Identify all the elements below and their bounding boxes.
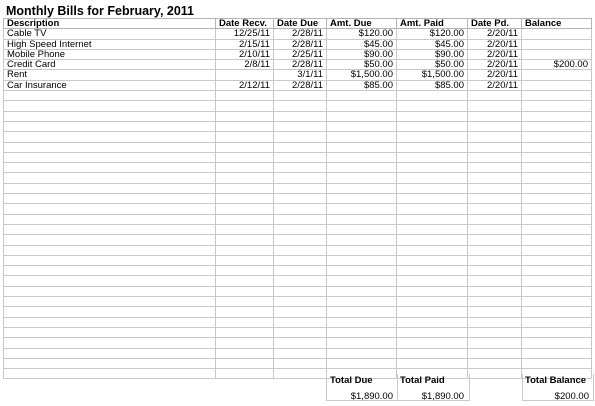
table-row <box>4 266 592 276</box>
table-row <box>4 142 592 152</box>
cell-amt-paid[interactable] <box>397 214 468 224</box>
cell-date-pd[interactable] <box>468 163 522 173</box>
cell-description[interactable] <box>4 266 216 276</box>
cell-balance[interactable] <box>522 152 592 162</box>
cell-date-pd[interactable] <box>468 266 522 276</box>
table-row <box>4 245 592 255</box>
header-row <box>4 19 592 29</box>
cell-date-due[interactable] <box>274 121 327 131</box>
cell-amt-due[interactable] <box>327 276 397 286</box>
cell-date-recv[interactable] <box>216 286 274 296</box>
cell-date-pd[interactable] <box>468 132 522 142</box>
cell-date-due[interactable] <box>274 255 327 265</box>
cell-date-due[interactable] <box>274 369 327 379</box>
cell-balance[interactable] <box>522 255 592 265</box>
cell-amt-paid[interactable] <box>397 121 468 131</box>
cell-balance[interactable] <box>522 183 592 193</box>
cell-date-due[interactable] <box>274 152 327 162</box>
cell-date-due[interactable] <box>274 214 327 224</box>
cell-date-recv[interactable]: 2/10/11 <box>216 49 274 59</box>
cell-date-due[interactable] <box>274 245 327 255</box>
cell-amt-paid[interactable] <box>397 276 468 286</box>
table-row <box>4 307 592 317</box>
cell-amt-due[interactable] <box>327 214 397 224</box>
cell-date-due[interactable] <box>274 194 327 204</box>
cell-description[interactable] <box>4 297 216 307</box>
table-row <box>4 286 592 296</box>
cell-amt-due[interactable] <box>327 255 397 265</box>
cell-amt-due[interactable] <box>327 297 397 307</box>
cell-amt-paid[interactable] <box>397 297 468 307</box>
cell-date-due[interactable]: 2/28/11 <box>274 39 327 49</box>
cell-date-recv[interactable] <box>216 338 274 348</box>
cell-date-due[interactable]: 2/25/11 <box>274 49 327 59</box>
cell-balance[interactable] <box>522 297 592 307</box>
table-row <box>4 214 592 224</box>
cell-amt-paid[interactable] <box>397 245 468 255</box>
cell-description[interactable] <box>4 121 216 131</box>
cell-date-recv[interactable] <box>216 142 274 152</box>
cell-date-pd[interactable] <box>468 317 522 327</box>
cell-date-recv[interactable] <box>216 358 274 368</box>
cell-date-pd[interactable] <box>468 173 522 183</box>
cell-amt-due[interactable]: $85.00 <box>327 80 397 90</box>
cell-date-due[interactable] <box>274 317 327 327</box>
cell-amt-due[interactable] <box>327 132 397 142</box>
cell-amt-paid[interactable]: $90.00 <box>397 49 468 59</box>
cell-date-pd[interactable] <box>468 286 522 296</box>
cell-amt-paid[interactable] <box>397 111 468 121</box>
cell-date-due[interactable]: 2/28/11 <box>274 80 327 90</box>
table-row <box>4 132 592 142</box>
cell-description[interactable]: High Speed Internet <box>4 39 216 49</box>
cell-date-recv[interactable] <box>216 194 274 204</box>
cell-description[interactable] <box>4 194 216 204</box>
cell-balance[interactable] <box>522 307 592 317</box>
cell-amt-paid[interactable] <box>397 132 468 142</box>
cell-date-pd[interactable] <box>468 235 522 245</box>
cell-date-due[interactable] <box>274 101 327 111</box>
table-row <box>4 204 592 214</box>
cell-balance[interactable] <box>522 49 592 59</box>
cell-balance[interactable] <box>522 111 592 121</box>
cell-date-recv[interactable] <box>216 235 274 245</box>
cell-amt-due[interactable] <box>327 142 397 152</box>
cell-amt-due[interactable] <box>327 163 397 173</box>
cell-description[interactable]: Credit Card <box>4 60 216 70</box>
table-row <box>4 163 592 173</box>
cell-amt-due[interactable]: $50.00 <box>327 60 397 70</box>
cell-amt-paid[interactable] <box>397 224 468 234</box>
cell-description[interactable] <box>4 101 216 111</box>
cell-amt-paid[interactable] <box>397 163 468 173</box>
cell-date-pd[interactable] <box>468 101 522 111</box>
cell-date-recv[interactable] <box>216 163 274 173</box>
col-header-amt-paid[interactable]: Amt. Paid <box>397 19 468 29</box>
cell-amt-paid[interactable] <box>397 204 468 214</box>
table-row <box>4 255 592 265</box>
cell-balance[interactable] <box>522 101 592 111</box>
table-row <box>4 49 592 59</box>
cell-description[interactable] <box>4 327 216 337</box>
cell-amt-due[interactable] <box>327 183 397 193</box>
cell-date-recv[interactable] <box>216 224 274 234</box>
cell-balance[interactable] <box>522 338 592 348</box>
cell-date-pd[interactable] <box>468 142 522 152</box>
cell-date-recv[interactable] <box>216 369 274 379</box>
cell-date-recv[interactable] <box>216 91 274 101</box>
cell-amt-due[interactable]: $45.00 <box>327 39 397 49</box>
table-row <box>4 39 592 49</box>
cell-date-recv[interactable]: 2/12/11 <box>216 80 274 90</box>
cell-amt-due[interactable] <box>327 204 397 214</box>
total-paid-value[interactable]: $1,890.00 <box>421 391 464 402</box>
cell-amt-paid[interactable] <box>397 307 468 317</box>
cell-date-pd[interactable]: 2/20/11 <box>468 60 522 70</box>
cell-amt-paid[interactable] <box>397 152 468 162</box>
total-due-value[interactable]: $1,890.00 <box>350 391 393 402</box>
cell-balance[interactable] <box>522 29 592 39</box>
table-row <box>4 60 592 70</box>
cell-amt-paid[interactable] <box>397 266 468 276</box>
cell-date-due[interactable] <box>274 307 327 317</box>
cell-amt-due[interactable] <box>327 327 397 337</box>
cell-amt-paid[interactable] <box>397 317 468 327</box>
total-balance-value[interactable]: $200.00 <box>554 391 589 402</box>
cell-date-pd[interactable] <box>468 276 522 286</box>
cell-amt-due[interactable] <box>327 194 397 204</box>
cell-date-pd[interactable] <box>468 255 522 265</box>
total-due-label: Total Due <box>330 375 373 386</box>
cell-amt-due[interactable] <box>327 173 397 183</box>
cell-date-due[interactable] <box>274 235 327 245</box>
cell-date-due[interactable] <box>274 338 327 348</box>
table-row <box>4 297 592 307</box>
cell-amt-due[interactable] <box>327 235 397 245</box>
cell-description[interactable] <box>4 255 216 265</box>
table-row <box>4 101 592 111</box>
cell-date-pd[interactable] <box>468 224 522 234</box>
cell-amt-paid[interactable] <box>397 348 468 358</box>
cell-balance[interactable] <box>522 224 592 234</box>
table-row <box>4 111 592 121</box>
cell-date-recv[interactable] <box>216 317 274 327</box>
table-row <box>4 369 592 379</box>
cell-date-due[interactable] <box>274 327 327 337</box>
cell-amt-due[interactable] <box>327 358 397 368</box>
cell-date-pd[interactable]: 2/20/11 <box>468 49 522 59</box>
cell-description[interactable] <box>4 111 216 121</box>
cell-date-pd[interactable]: 2/20/11 <box>468 80 522 90</box>
cell-date-recv[interactable] <box>216 132 274 142</box>
cell-date-recv[interactable] <box>216 297 274 307</box>
cell-balance[interactable] <box>522 163 592 173</box>
cell-amt-paid[interactable] <box>397 358 468 368</box>
cell-balance[interactable] <box>522 266 592 276</box>
table-row <box>4 121 592 131</box>
cell-date-recv[interactable] <box>216 204 274 214</box>
cell-date-due[interactable] <box>274 204 327 214</box>
table-row <box>4 276 592 286</box>
cell-date-due[interactable] <box>274 163 327 173</box>
cell-amt-due[interactable]: $90.00 <box>327 49 397 59</box>
cell-description[interactable] <box>4 173 216 183</box>
cell-balance[interactable] <box>522 317 592 327</box>
cell-description[interactable] <box>4 317 216 327</box>
cell-amt-due[interactable] <box>327 317 397 327</box>
cell-date-due[interactable] <box>274 297 327 307</box>
cell-date-pd[interactable]: 2/20/11 <box>468 29 522 39</box>
cell-date-recv[interactable] <box>216 307 274 317</box>
total-paid-label: Total Paid <box>400 375 445 386</box>
cell-amt-paid[interactable] <box>397 173 468 183</box>
cell-date-due[interactable] <box>274 91 327 101</box>
cell-balance[interactable] <box>522 245 592 255</box>
col-header-description[interactable]: Description <box>4 19 216 29</box>
cell-date-pd[interactable] <box>468 327 522 337</box>
table-row <box>4 235 592 245</box>
cell-balance[interactable]: $200.00 <box>522 60 592 70</box>
cell-date-recv[interactable] <box>216 173 274 183</box>
cell-balance[interactable] <box>522 80 592 90</box>
cell-amt-due[interactable]: $1,500.00 <box>327 70 397 80</box>
cell-amt-paid[interactable] <box>397 91 468 101</box>
cell-date-pd[interactable] <box>468 245 522 255</box>
table-row <box>4 317 592 327</box>
cell-date-pd[interactable] <box>468 121 522 131</box>
total-balance-label: Total Balance <box>525 375 587 386</box>
cell-date-pd[interactable] <box>468 369 522 379</box>
cell-balance[interactable] <box>522 132 592 142</box>
table-row <box>4 338 592 348</box>
table-row <box>4 183 592 193</box>
cell-balance[interactable] <box>522 327 592 337</box>
cell-date-recv[interactable] <box>216 121 274 131</box>
cell-amt-due[interactable] <box>327 307 397 317</box>
table-body <box>4 29 592 379</box>
cell-amt-paid[interactable] <box>397 286 468 296</box>
cell-balance[interactable] <box>522 194 592 204</box>
cell-balance[interactable] <box>522 70 592 80</box>
cell-date-due[interactable]: 2/28/11 <box>274 29 327 39</box>
col-header-date-recv[interactable]: Date Recv. <box>216 19 274 29</box>
cell-date-due[interactable] <box>274 132 327 142</box>
cell-description[interactable] <box>4 183 216 193</box>
cell-amt-paid[interactable]: $120.00 <box>397 29 468 39</box>
cell-amt-due[interactable] <box>327 266 397 276</box>
cell-amt-due[interactable] <box>327 91 397 101</box>
cell-date-recv[interactable] <box>216 327 274 337</box>
cell-amt-due[interactable] <box>327 101 397 111</box>
cell-date-due[interactable] <box>274 224 327 234</box>
cell-description[interactable] <box>4 358 216 368</box>
col-header-balance[interactable]: Balance <box>522 19 592 29</box>
cell-date-recv[interactable] <box>216 348 274 358</box>
cell-date-due[interactable] <box>274 266 327 276</box>
cell-date-pd[interactable] <box>468 297 522 307</box>
cell-date-pd[interactable] <box>468 358 522 368</box>
cell-date-recv[interactable]: 12/25/11 <box>216 29 274 39</box>
cell-description[interactable] <box>4 224 216 234</box>
cell-description[interactable] <box>4 338 216 348</box>
table-row <box>4 91 592 101</box>
cell-date-recv[interactable] <box>216 245 274 255</box>
table-row <box>4 173 592 183</box>
cell-balance[interactable] <box>522 235 592 245</box>
cell-date-recv[interactable] <box>216 111 274 121</box>
cell-date-pd[interactable] <box>468 214 522 224</box>
cell-amt-paid[interactable]: $45.00 <box>397 39 468 49</box>
cell-amt-paid[interactable] <box>397 327 468 337</box>
cell-description[interactable]: Cable TV <box>4 29 216 39</box>
cell-amt-paid[interactable] <box>397 194 468 204</box>
table-row <box>4 152 592 162</box>
table-row <box>4 80 592 90</box>
cell-balance[interactable] <box>522 142 592 152</box>
cell-date-due[interactable] <box>274 183 327 193</box>
col-header-date-pd[interactable]: Date Pd. <box>468 19 522 29</box>
cell-description[interactable] <box>4 204 216 214</box>
bills-table <box>3 18 592 379</box>
cell-amt-paid[interactable] <box>397 338 468 348</box>
cell-balance[interactable] <box>522 39 592 49</box>
cell-date-recv[interactable] <box>216 266 274 276</box>
cell-amt-paid[interactable]: $1,500.00 <box>397 70 468 80</box>
cell-amt-due[interactable] <box>327 152 397 162</box>
cell-date-pd[interactable] <box>468 111 522 121</box>
cell-balance[interactable] <box>522 276 592 286</box>
cell-date-due[interactable] <box>274 358 327 368</box>
cell-description[interactable] <box>4 307 216 317</box>
cell-balance[interactable] <box>522 348 592 358</box>
cell-amt-due[interactable] <box>327 338 397 348</box>
cell-balance[interactable] <box>522 173 592 183</box>
cell-amt-due[interactable] <box>327 348 397 358</box>
cell-amt-due[interactable]: $120.00 <box>327 29 397 39</box>
cell-amt-paid[interactable] <box>397 101 468 111</box>
cell-balance[interactable] <box>522 286 592 296</box>
cell-amt-due[interactable] <box>327 286 397 296</box>
cell-description[interactable] <box>4 286 216 296</box>
table-row <box>4 224 592 234</box>
cell-date-pd[interactable] <box>468 348 522 358</box>
cell-date-due[interactable]: 3/1/11 <box>274 70 327 80</box>
cell-date-due[interactable] <box>274 173 327 183</box>
cell-date-due[interactable] <box>274 276 327 286</box>
cell-date-pd[interactable] <box>468 194 522 204</box>
cell-description[interactable] <box>4 235 216 245</box>
cell-description[interactable] <box>4 369 216 379</box>
cell-amt-paid[interactable] <box>397 183 468 193</box>
cell-description[interactable] <box>4 152 216 162</box>
cell-balance[interactable] <box>522 204 592 214</box>
cell-date-due[interactable] <box>274 111 327 121</box>
cell-date-pd[interactable] <box>468 307 522 317</box>
cell-amt-due[interactable] <box>327 245 397 255</box>
cell-date-recv[interactable] <box>216 152 274 162</box>
cell-date-recv[interactable]: 2/8/11 <box>216 60 274 70</box>
cell-amt-due[interactable] <box>327 111 397 121</box>
cell-date-pd[interactable]: 2/20/11 <box>468 39 522 49</box>
table-row <box>4 348 592 358</box>
cell-date-pd[interactable]: 2/20/11 <box>468 70 522 80</box>
cell-date-due[interactable]: 2/28/11 <box>274 60 327 70</box>
cell-amt-paid[interactable] <box>397 142 468 152</box>
cell-description[interactable] <box>4 214 216 224</box>
cell-description[interactable] <box>4 91 216 101</box>
cell-amt-paid[interactable] <box>397 235 468 245</box>
cell-description[interactable] <box>4 245 216 255</box>
cell-date-recv[interactable] <box>216 276 274 286</box>
cell-amt-paid[interactable] <box>397 255 468 265</box>
col-header-date-due[interactable]: Date Due <box>274 19 327 29</box>
cell-description[interactable]: Mobile Phone <box>4 49 216 59</box>
cell-date-due[interactable] <box>274 348 327 358</box>
cell-balance[interactable] <box>522 358 592 368</box>
cell-amt-due[interactable] <box>327 224 397 234</box>
cell-description[interactable]: Rent <box>4 70 216 80</box>
table-row <box>4 70 592 80</box>
cell-date-pd[interactable] <box>468 91 522 101</box>
cell-date-pd[interactable] <box>468 183 522 193</box>
cell-description[interactable] <box>4 276 216 286</box>
cell-balance[interactable] <box>522 91 592 101</box>
cell-description[interactable] <box>4 132 216 142</box>
cell-date-pd[interactable] <box>468 338 522 348</box>
table-row <box>4 327 592 337</box>
cell-amt-paid[interactable]: $50.00 <box>397 60 468 70</box>
cell-description[interactable] <box>4 348 216 358</box>
cell-date-recv[interactable] <box>216 70 274 80</box>
cell-date-recv[interactable] <box>216 255 274 265</box>
cell-date-recv[interactable]: 2/15/11 <box>216 39 274 49</box>
table-row <box>4 358 592 368</box>
cell-date-recv[interactable] <box>216 101 274 111</box>
cell-date-recv[interactable] <box>216 214 274 224</box>
cell-date-pd[interactable] <box>468 204 522 214</box>
cell-amt-due[interactable] <box>327 121 397 131</box>
cell-balance[interactable] <box>522 121 592 131</box>
cell-date-due[interactable] <box>274 142 327 152</box>
col-header-amt-due[interactable]: Amt. Due <box>327 19 397 29</box>
cell-date-due[interactable] <box>274 286 327 296</box>
cell-amt-paid[interactable]: $85.00 <box>397 80 468 90</box>
cell-balance[interactable] <box>522 214 592 224</box>
cell-description[interactable] <box>4 142 216 152</box>
cell-description[interactable]: Car Insurance <box>4 80 216 90</box>
cell-date-pd[interactable] <box>468 152 522 162</box>
table-row <box>4 29 592 39</box>
cell-description[interactable] <box>4 163 216 173</box>
cell-date-recv[interactable] <box>216 183 274 193</box>
sheet-title: Monthly Bills for February, 2011 <box>6 4 195 18</box>
table-row <box>4 194 592 204</box>
